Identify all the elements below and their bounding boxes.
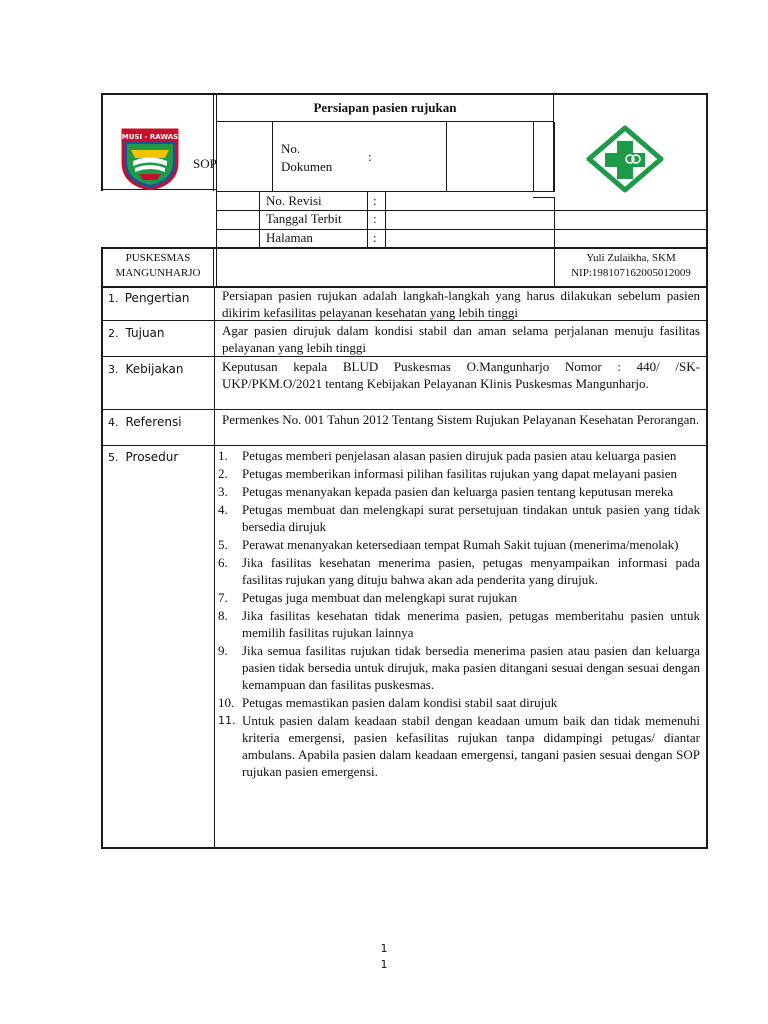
list-item — [218, 465, 700, 482]
row-label: Kebijakan — [125, 362, 184, 376]
no-dokumen-colon: : — [368, 149, 372, 164]
no-revisi-colon: : — [373, 193, 377, 208]
list-item-number: 11. — [218, 714, 236, 727]
list-item — [218, 483, 700, 500]
list-item — [218, 694, 700, 711]
row-kebijakan-label — [108, 360, 184, 378]
list-item-number: 3. — [218, 484, 228, 499]
row-number: 1. — [108, 292, 119, 305]
row-kebijakan-text: Keputusan kepala BLUD Puskesmas O.Mangunharjo Nomor : 440/ /SK-UKP/PKM.O/2021 tentang Kebijakan Pelayanan Klinis Puskesmas Mangunharjo. — [222, 359, 700, 391]
signer-block — [555, 251, 707, 281]
tanggal-terbit-label: Tanggal Terbit — [266, 211, 342, 226]
row-referensi-text: Permenkes No. 001 Tahun 2012 Tentang Sistem Rujukan Pelayanan Kesehatan Perorangan. — [222, 412, 700, 427]
list-item-number: 2. — [218, 466, 228, 481]
list-item-number: 8. — [218, 608, 228, 623]
page-title: Persiapan pasien rujukan — [313, 100, 457, 115]
list-item — [218, 536, 700, 553]
no-revisi-label: No. Revisi — [266, 193, 322, 208]
list-item — [218, 607, 700, 641]
list-item-text: Jika fasilitas kesehatan tidak menerima pasien, petugas memberitahu pasien untuk memilih fasilitas rujukan lainnya — [242, 608, 700, 640]
list-item-text: Jika semua fasilitas rujukan tidak bersedia menerima pasien atau pasien dan keluarga pasien tidak bersedia untuk dirujuk, maka pasien ditangani sesuai dengan sesuai dengan kemampuan dan fasilitas puskesmas. — [242, 643, 700, 692]
list-item-number: 4. — [218, 502, 228, 517]
list-item-text: Petugas memastikan pasien dalam kondisi stabil saat dirujuk — [242, 695, 558, 710]
list-item — [218, 642, 700, 693]
row-label: Tujuan — [125, 326, 165, 340]
list-item-text: Jika fasilitas kesehatan menerima pasien, petugas menyampaikan informasi pada fasilitas rujukan yang dituju bahwa akan ada penderita yang dirujuk. — [242, 555, 700, 587]
row-number: 5. — [108, 451, 119, 464]
procedure-list — [218, 447, 700, 781]
page-number-line1: 1 — [380, 942, 388, 955]
list-item-number: 6. — [218, 555, 228, 570]
list-item-text: Petugas juga membuat dan melengkapi surat rujukan — [242, 590, 518, 605]
row-pengertian-label — [108, 290, 189, 306]
tanggal-terbit-colon: : — [373, 211, 377, 226]
list-item-number: 1. — [218, 448, 228, 463]
puskesmas-name-line2: MANGUNHARJO — [115, 267, 201, 279]
list-item-number: 7. — [218, 590, 228, 605]
row-number: 4. — [108, 416, 119, 429]
page-number-line2: 1 — [380, 958, 388, 971]
row-label: Pengertian — [124, 291, 190, 305]
puskesmas-name-line1: PUSKESMAS — [125, 252, 191, 264]
list-item — [218, 447, 700, 464]
list-item-number: 5. — [218, 537, 228, 552]
list-item — [218, 501, 700, 535]
list-item-text: Perawat menanyakan ketersediaan tempat Rumah Sakit tujuan (menerima/menolak) — [242, 537, 679, 552]
sop-label: SOP — [193, 156, 217, 171]
puskesmas-name — [101, 251, 215, 281]
logo-left-text: MUSI - RAWAS — [121, 133, 179, 141]
list-item-number: 9. — [218, 643, 228, 658]
row-label: Prosedur — [125, 450, 179, 464]
row-prosedur-label — [108, 448, 178, 466]
row-tujuan-text: Agar pasien dirujuk dalam kondisi stabil dan aman selama perjalanan menuju fasilitas pelayanan yang lebih tinggi — [222, 323, 700, 355]
row-number: 3. — [108, 363, 119, 376]
row-pengertian-text: Persiapan pasien rujukan adalah langkah-langkah yang harus dilakukan sebelum pasien dikirim kefasilitas pelayanan kesehatan yang lebih tinggi — [222, 288, 700, 320]
list-item-text: Petugas membuat dan melengkapi surat persetujuan tindakan untuk pasien yang tidak bersedia dirujuk — [242, 502, 700, 534]
page-number — [369, 941, 399, 973]
musi-rawas-logo — [121, 128, 179, 190]
list-item-text: Untuk pasien dalam keadaan stabil dengan keadaan umum baik dan tidak memenuhi kriteria emergensi, pasien kefasilitas rujukan tanpa didampingi petugas/ diantar ambulans. Apabila pasien dalam keadaan emergensi, tangani pasien sesuai dengan SOP rujukan pasien emergensi. — [242, 713, 700, 779]
halaman-label: Halaman — [266, 230, 313, 245]
list-item-text: Petugas menanyakan kepada pasien dan keluarga pasien tentang keputusan mereka — [242, 484, 674, 499]
list-item-text: Petugas memberikan informasi pilihan fasilitas rujukan yang dapat melayani pasien — [242, 466, 678, 481]
row-label: Referensi — [125, 415, 182, 429]
row-referensi-label — [108, 413, 182, 431]
row-number: 2. — [108, 327, 119, 340]
signer-name: Yuli Zulaikha, SKM — [586, 252, 676, 264]
list-item — [218, 589, 700, 606]
list-item-number: 10. — [218, 695, 235, 710]
no-dokumen-label: No. Dokumen — [281, 141, 333, 174]
puskesmas-logo — [586, 125, 664, 193]
list-item-text: Petugas memberi penjelasan alasan pasien dirujuk pada pasien atau keluarga pasien — [242, 448, 677, 463]
signer-nip: NIP:198107162005012009 — [571, 267, 691, 279]
halaman-colon: : — [373, 230, 377, 245]
list-item — [218, 712, 700, 780]
row-tujuan-label — [108, 324, 165, 342]
list-item — [218, 554, 700, 588]
